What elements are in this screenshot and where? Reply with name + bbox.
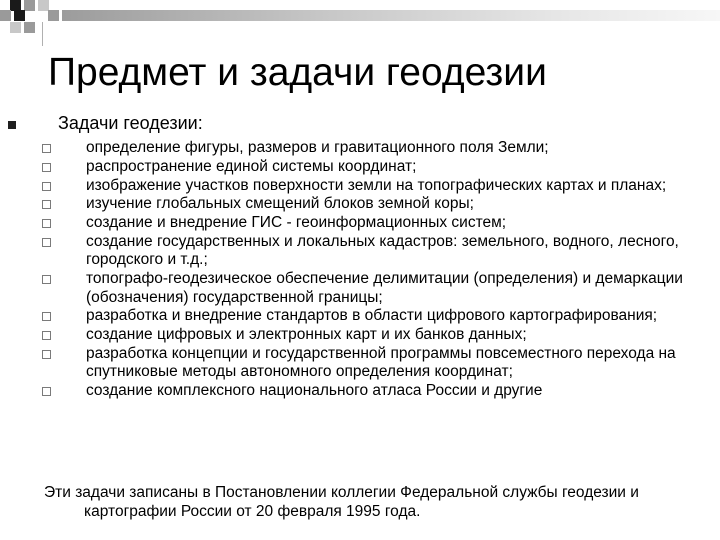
section-heading: Задачи геодезии: (58, 113, 203, 133)
checkbox-icon (42, 219, 51, 228)
header-divider-line (42, 22, 43, 46)
deco-square (14, 10, 25, 21)
deco-square (48, 10, 59, 21)
list-item (40, 270, 700, 307)
square-bullet-icon (8, 121, 16, 129)
list-item-text: создание и внедрение ГИС - геоинформационных систем; (86, 214, 507, 232)
list-item (40, 158, 700, 176)
list-item (40, 214, 700, 232)
deco-square (0, 10, 11, 21)
list-item-text: распространение единой системы координат; (86, 157, 417, 175)
header-decoration (0, 0, 720, 48)
list-item-text: создание комплексного национального атласа России и другие (86, 382, 543, 400)
list-item (40, 139, 700, 157)
list-item-text: определение фигуры, размеров и гравитационного поля Земли; (86, 139, 549, 156)
checkbox-icon (42, 387, 51, 396)
list-item-text: разработка и внедрение стандартов в области цифрового картографирования; (86, 307, 658, 325)
header-gradient-bar (62, 10, 720, 21)
list-item-text: разработка концепции и государственной программы повсеместного перехода на спутниковые методы автономного определения координат; (86, 344, 676, 381)
checkbox-icon (42, 331, 51, 340)
list-item (40, 177, 700, 195)
deco-square (24, 0, 35, 11)
deco-square (24, 22, 35, 33)
checkbox-icon (42, 163, 51, 172)
checkbox-icon (42, 312, 51, 321)
list-item (40, 195, 700, 213)
deco-square (10, 22, 21, 33)
page-title: Предмет и задачи геодезии (48, 51, 547, 94)
task-list (40, 139, 700, 401)
list-item (40, 233, 700, 270)
list-item-text: топографо-геодезическое обеспечение делимитации (определения) и демаркации (обозначения) государственной границы; (86, 270, 683, 306)
checkbox-icon (42, 182, 51, 191)
checkbox-icon (42, 275, 51, 284)
checkbox-icon (42, 350, 51, 359)
footer-note: Эти задачи записаны в Постановлении коллегии Федеральной службы геодезии и картографии России от 20 февраля 1995 года. (44, 484, 639, 520)
list-item (40, 345, 700, 382)
list-item-text: изображение участков поверхности земли на топографических картах и планах; (86, 176, 667, 194)
checkbox-icon (42, 200, 51, 209)
checkbox-icon (42, 144, 51, 153)
list-item (40, 326, 700, 344)
list-item (40, 307, 700, 325)
list-item-text: создание цифровых и электронных карт и их банков данных; (86, 326, 527, 344)
list-item (40, 382, 700, 400)
checkbox-icon (42, 238, 51, 247)
list-item-text: создание государственных и локальных кадастров: земельного, водного, лесного, городского и т.д.; (86, 232, 679, 269)
list-item-text: изучение глобальных смещений блоков земной коры; (86, 195, 474, 213)
